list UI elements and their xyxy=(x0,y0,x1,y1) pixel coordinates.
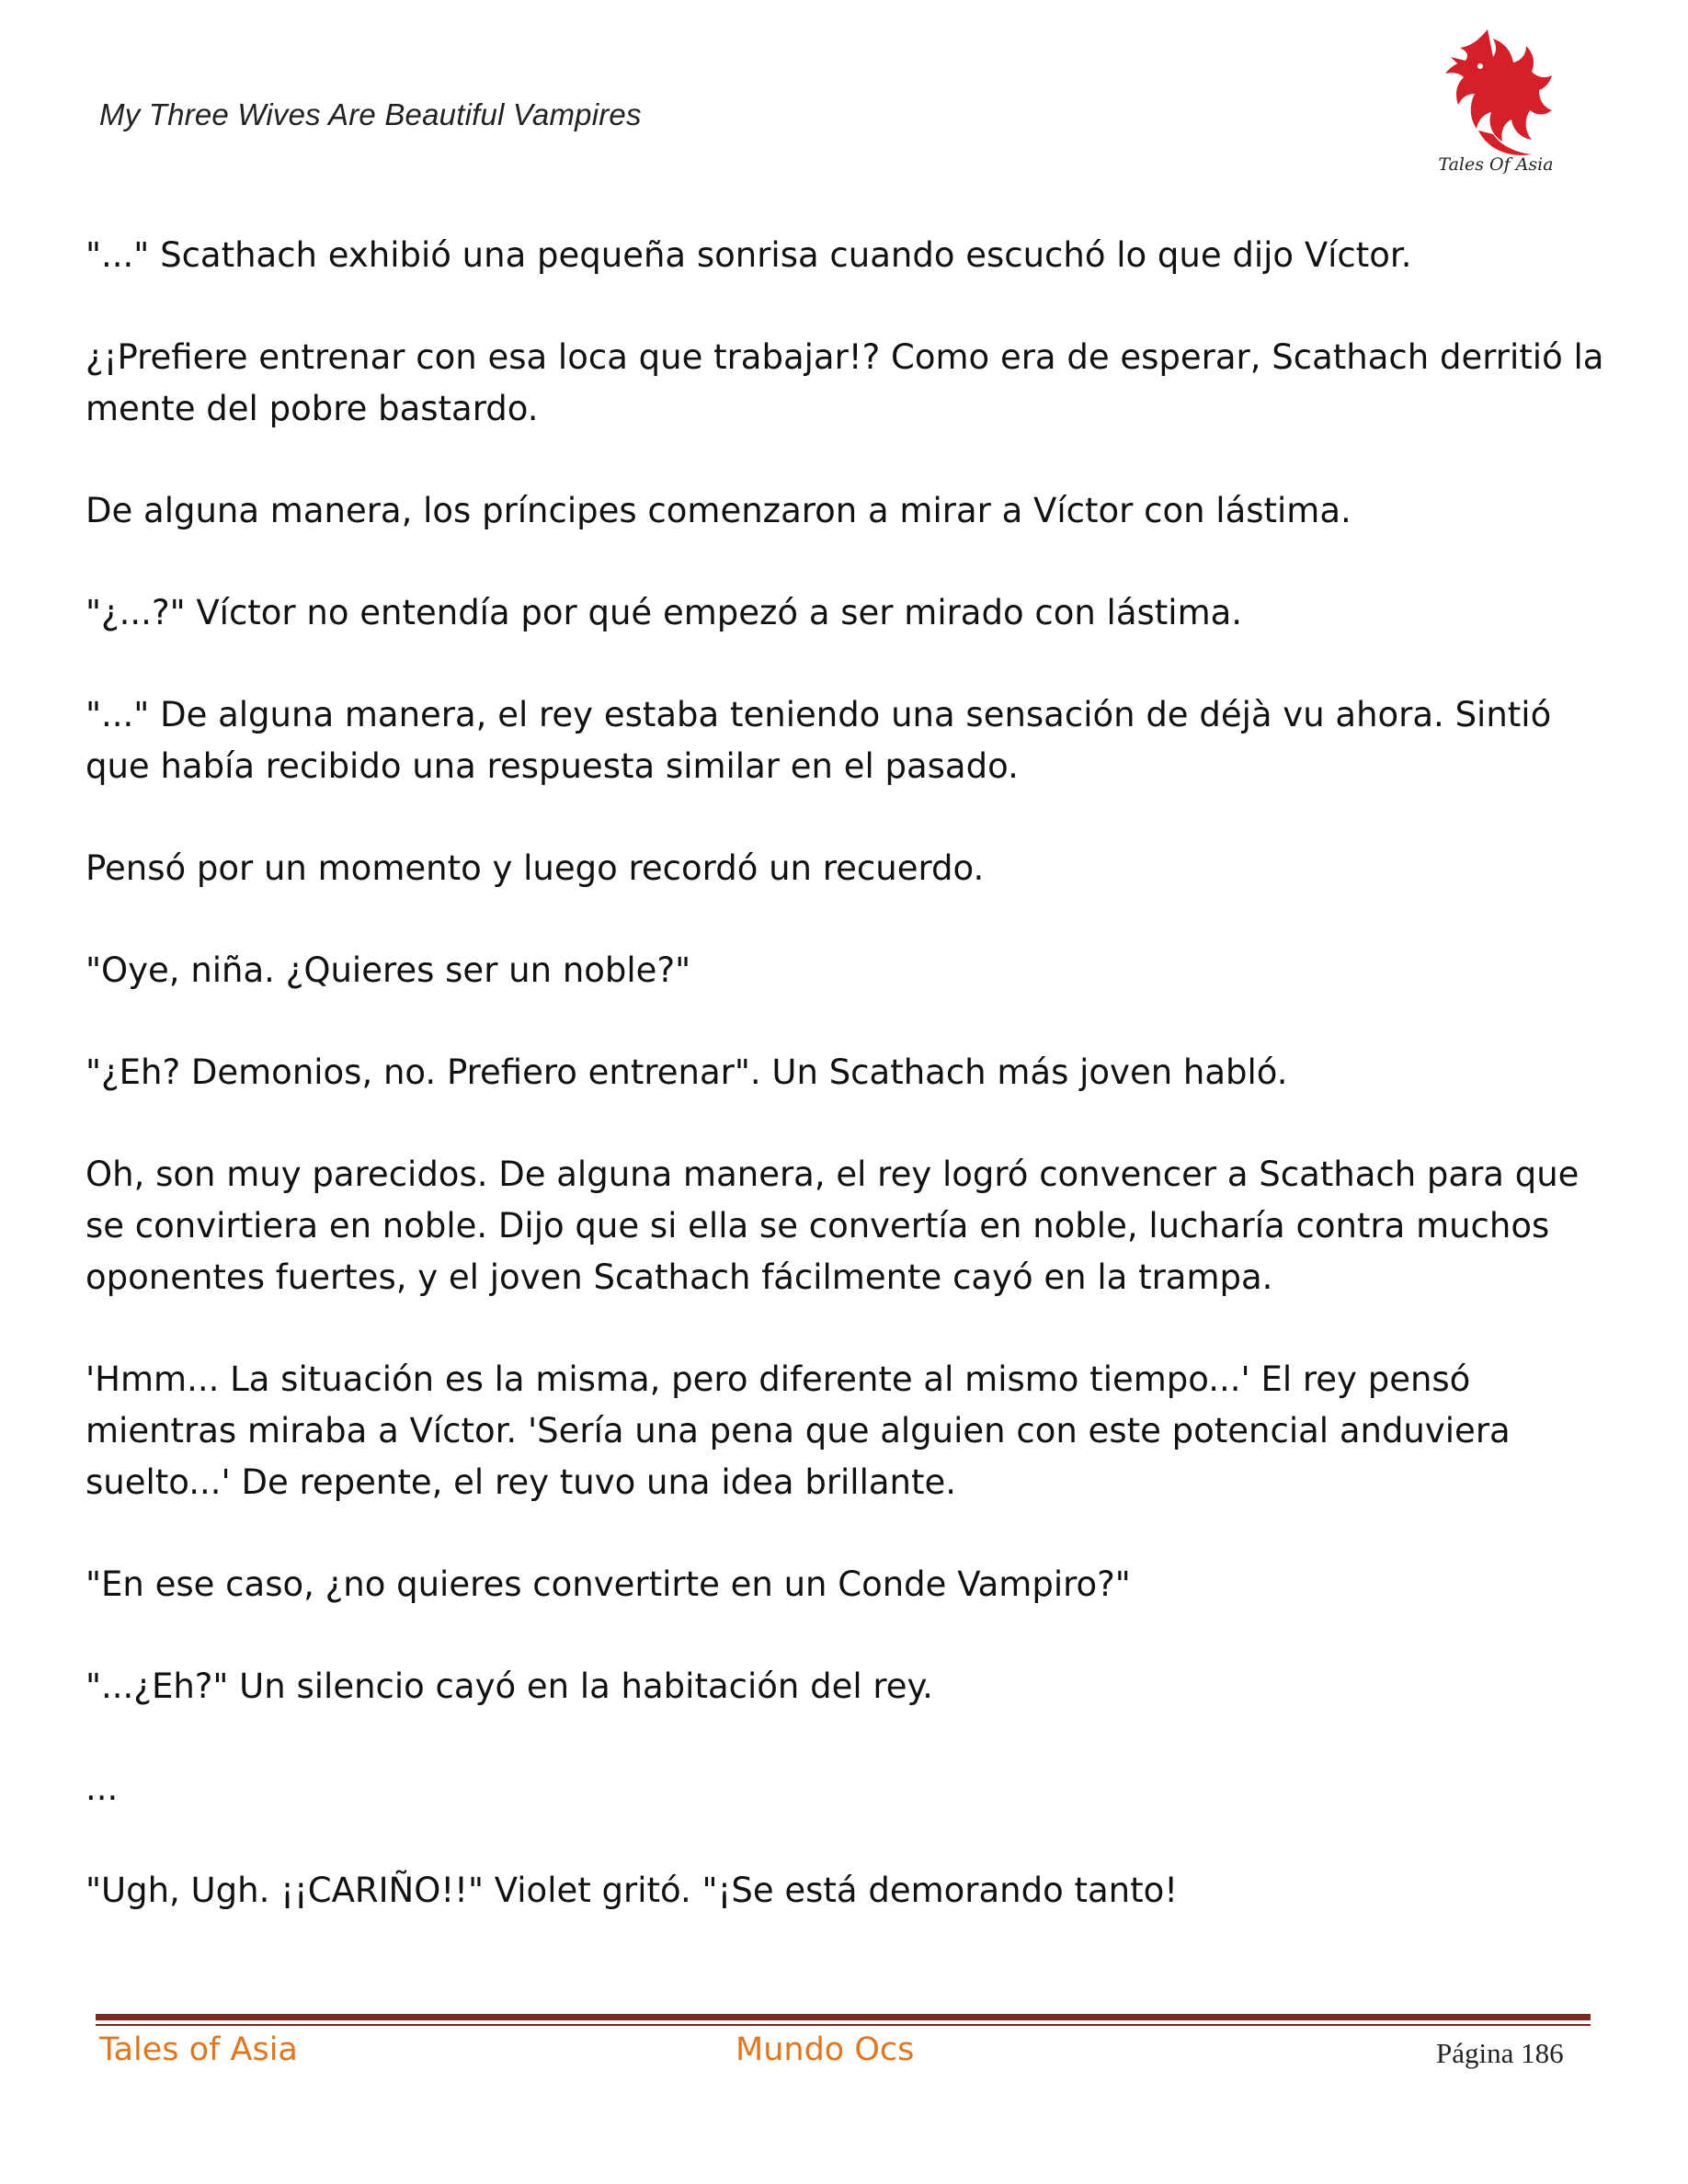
paragraph: Pensó por un momento y luego recordó un recuerdo. xyxy=(86,848,985,888)
chapter-body xyxy=(86,230,1612,1967)
footer-divider-thin xyxy=(96,2024,1591,2026)
paragraph: "...¿Eh?" Un silencio cayó en la habitación del rey. xyxy=(86,1666,933,1706)
book-title: My Three Wives Are Beautiful Vampires xyxy=(99,97,642,131)
paragraph: "¿Eh? Demonios, no. Prefiero entrenar". Un Scathach más joven habló. xyxy=(86,1052,1288,1092)
paragraph: "Ugh, Ugh. ¡¡CARIÑO!!" Violet gritó. "¡Se está demorando tanto! xyxy=(86,1871,1179,1910)
paragraph: "Oye, niña. ¿Quieres ser un noble?" xyxy=(86,950,691,990)
page-number: Página 186 xyxy=(1436,2037,1564,2069)
paragraph: Oh, son muy parecidos. De alguna manera, el rey logró convencer a Scathach para que se convirtiera en noble. Dijo que si ella se convertía en noble, lucharía contra muchos oponentes fuertes, y el joven Scathach fácilmente cayó en la trampa. xyxy=(86,1155,1580,1297)
footer-source: Mundo Ocs xyxy=(736,2031,915,2068)
paragraph: 'Hmm... La situación es la misma, pero diferente al mismo tiempo...' El rey pensó mientras miraba a Víctor. 'Sería una pena que alguien con este potencial anduviera suelto...' De repente, el rey tuvo una idea brillante. xyxy=(86,1359,1511,1502)
paragraph: "..." Scathach exhibió una pequeña sonrisa cuando escuchó lo que dijo Víctor. xyxy=(86,235,1412,275)
paragraph: De alguna manera, los príncipes comenzaron a mirar a Víctor con lástima. xyxy=(86,491,1352,530)
paragraph: "..." De alguna manera, el rey estaba teniendo una sensación de déjà vu ahora. Sintió que había recibido una respuesta similar en el pasado. xyxy=(86,695,1552,786)
paragraph: ¿¡Prefiere entrenar con esa loca que trabajar!? Como era de esperar, Scathach derritió la mente del pobre bastardo. xyxy=(86,337,1604,428)
paragraph: "En ese caso, ¿no quieres convertirte en un Conde Vampiro?" xyxy=(86,1564,1131,1604)
paragraph: ... xyxy=(86,1769,119,1808)
paragraph: "¿...?" Víctor no entendía por qué empezó a ser mirado con lástima. xyxy=(86,593,1243,632)
footer-publisher: Tales of Asia xyxy=(99,2031,298,2068)
footer-divider xyxy=(96,2014,1591,2020)
logo-caption: Tales Of Asia xyxy=(1438,154,1554,175)
